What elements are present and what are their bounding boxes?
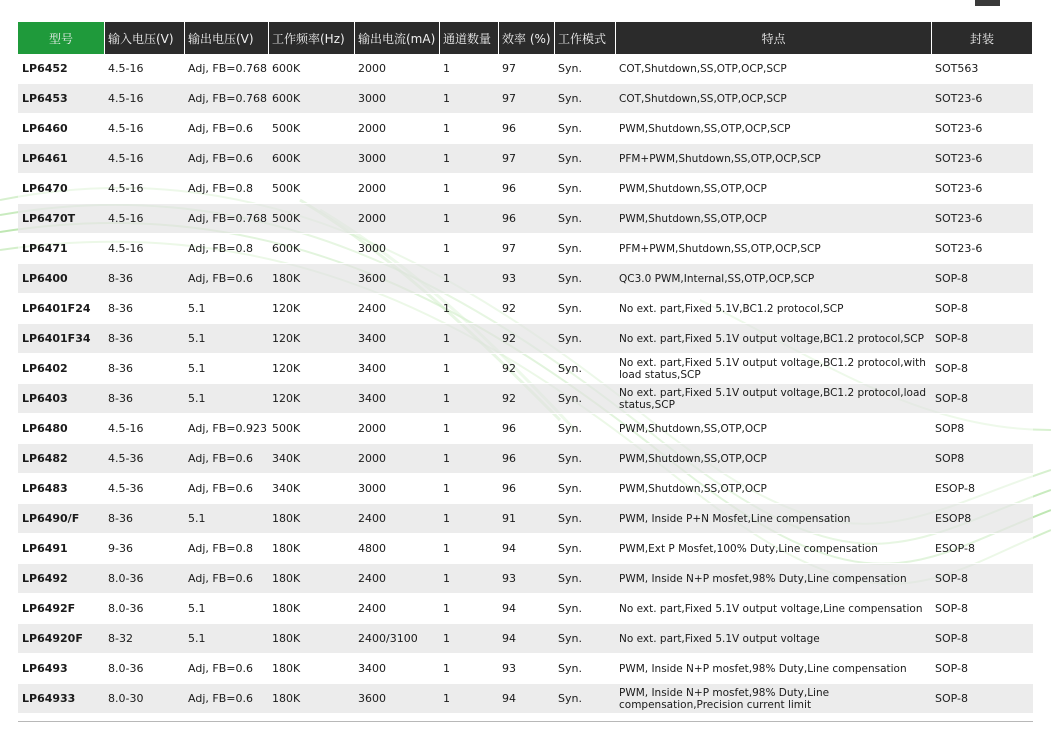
table-row <box>18 504 1033 534</box>
cell-channels: 1 <box>440 534 499 564</box>
cell-output-voltage: 5.1 <box>185 384 269 414</box>
cell-channels: 1 <box>440 174 499 204</box>
cell-channels: 1 <box>440 114 499 144</box>
cell-package: SOP-8 <box>932 564 1033 594</box>
cell-mode: Syn. <box>555 324 616 354</box>
cell-model: LP6482 <box>18 444 105 474</box>
header-efficiency: 效率 (%) <box>499 22 555 54</box>
table-row <box>18 204 1033 234</box>
cell-output-voltage: Adj, FB=0.6 <box>185 474 269 504</box>
cell-input-voltage: 4.5-16 <box>105 204 185 234</box>
cell-output-voltage: 5.1 <box>185 504 269 534</box>
cell-mode: Syn. <box>555 444 616 474</box>
cell-input-voltage: 9-36 <box>105 534 185 564</box>
cell-model: LP6401F34 <box>18 324 105 354</box>
cell-mode: Syn. <box>555 594 616 624</box>
cell-package: SOP-8 <box>932 384 1033 414</box>
cell-efficiency: 94 <box>499 534 555 564</box>
cell-package: SOP-8 <box>932 354 1033 384</box>
cell-mode: Syn. <box>555 354 616 384</box>
cell-frequency: 120K <box>269 384 355 414</box>
cell-frequency: 500K <box>269 174 355 204</box>
cell-model: LP64933 <box>18 684 105 714</box>
bottom-divider <box>18 721 1033 722</box>
cell-channels: 1 <box>440 564 499 594</box>
cell-model: LP6452 <box>18 54 105 84</box>
cell-frequency: 500K <box>269 204 355 234</box>
cell-output-current: 2400 <box>355 294 440 324</box>
cell-input-voltage: 4.5-36 <box>105 444 185 474</box>
cell-input-voltage: 4.5-16 <box>105 84 185 114</box>
cell-output-voltage: Adj, FB=0.6 <box>185 684 269 714</box>
cell-channels: 1 <box>440 654 499 684</box>
cell-frequency: 600K <box>269 84 355 114</box>
cell-mode: Syn. <box>555 114 616 144</box>
header-frequency: 工作频率(Hz) <box>269 22 355 54</box>
cell-mode: Syn. <box>555 684 616 714</box>
cell-frequency: 180K <box>269 594 355 624</box>
cell-input-voltage: 8-36 <box>105 264 185 294</box>
cell-channels: 1 <box>440 84 499 114</box>
cell-efficiency: 94 <box>499 594 555 624</box>
cell-features: QC3.0 PWM,Internal,SS,OTP,OCP,SCP <box>616 264 932 294</box>
cell-channels: 1 <box>440 594 499 624</box>
cell-model: LP6402 <box>18 354 105 384</box>
header-package: 封装 <box>932 22 1033 54</box>
cell-input-voltage: 8.0-30 <box>105 684 185 714</box>
cell-features: PWM,Shutdown,SS,OTP,OCP <box>616 174 932 204</box>
table-row <box>18 414 1033 444</box>
cell-channels: 1 <box>440 504 499 534</box>
cell-features: PWM,Shutdown,SS,OTP,OCP <box>616 204 932 234</box>
cell-efficiency: 96 <box>499 414 555 444</box>
cell-output-current: 3000 <box>355 474 440 504</box>
cell-output-voltage: 5.1 <box>185 594 269 624</box>
table-row <box>18 354 1033 384</box>
cell-features: PWM,Shutdown,SS,OTP,OCP <box>616 474 932 504</box>
cell-efficiency: 96 <box>499 474 555 504</box>
cell-mode: Syn. <box>555 264 616 294</box>
table-row <box>18 474 1033 504</box>
cell-mode: Syn. <box>555 204 616 234</box>
cell-efficiency: 92 <box>499 324 555 354</box>
cell-input-voltage: 8-36 <box>105 354 185 384</box>
cell-input-voltage: 8-36 <box>105 294 185 324</box>
cell-frequency: 180K <box>269 654 355 684</box>
cell-model: LP6401F24 <box>18 294 105 324</box>
cell-efficiency: 92 <box>499 354 555 384</box>
table-body <box>18 54 1033 714</box>
cell-model: LP6470T <box>18 204 105 234</box>
cell-channels: 1 <box>440 354 499 384</box>
table-row <box>18 444 1033 474</box>
cell-package: SOP-8 <box>932 594 1033 624</box>
cell-efficiency: 96 <box>499 174 555 204</box>
cell-model: LP6400 <box>18 264 105 294</box>
cell-mode: Syn. <box>555 294 616 324</box>
cell-model: LP6492F <box>18 594 105 624</box>
cell-model: LP6483 <box>18 474 105 504</box>
table-row <box>18 144 1033 174</box>
cell-output-current: 2000 <box>355 414 440 444</box>
table-row <box>18 594 1033 624</box>
cell-package: SOP-8 <box>932 654 1033 684</box>
table-row <box>18 234 1033 264</box>
cell-output-current: 3400 <box>355 354 440 384</box>
cell-channels: 1 <box>440 624 499 654</box>
cell-mode: Syn. <box>555 564 616 594</box>
cell-model: LP6492 <box>18 564 105 594</box>
cell-package: ESOP-8 <box>932 474 1033 504</box>
cell-efficiency: 96 <box>499 114 555 144</box>
header-input-voltage: 输入电压(V) <box>105 22 185 54</box>
cell-output-voltage: Adj, FB=0.8 <box>185 234 269 264</box>
cell-output-voltage: Adj, FB=0.6 <box>185 654 269 684</box>
header-channels: 通道数量 <box>440 22 499 54</box>
cell-output-current: 3600 <box>355 264 440 294</box>
cell-output-current: 4800 <box>355 534 440 564</box>
cell-output-current: 3000 <box>355 144 440 174</box>
header-mode: 工作模式 <box>555 22 616 54</box>
table-row <box>18 174 1033 204</box>
cell-package: ESOP-8 <box>932 534 1033 564</box>
cell-output-current: 3400 <box>355 324 440 354</box>
cell-output-voltage: Adj, FB=0.768 <box>185 204 269 234</box>
cell-output-voltage: Adj, FB=0.768 <box>185 54 269 84</box>
cell-efficiency: 96 <box>499 204 555 234</box>
cell-mode: Syn. <box>555 144 616 174</box>
cell-mode: Syn. <box>555 234 616 264</box>
cell-package: SOT23-6 <box>932 204 1033 234</box>
cell-package: SOP-8 <box>932 624 1033 654</box>
cell-output-voltage: Adj, FB=0.6 <box>185 564 269 594</box>
cell-package: SOT23-6 <box>932 84 1033 114</box>
cell-package: SOT23-6 <box>932 144 1033 174</box>
cell-output-voltage: Adj, FB=0.6 <box>185 444 269 474</box>
cell-features: COT,Shutdown,SS,OTP,OCP,SCP <box>616 84 932 114</box>
cell-model: LP6491 <box>18 534 105 564</box>
cell-output-voltage: 5.1 <box>185 324 269 354</box>
cell-input-voltage: 4.5-36 <box>105 474 185 504</box>
cell-output-current: 2000 <box>355 54 440 84</box>
cell-features: PFM+PWM,Shutdown,SS,OTP,OCP,SCP <box>616 234 932 264</box>
cell-model: LP6480 <box>18 414 105 444</box>
table-row <box>18 684 1033 714</box>
cell-efficiency: 93 <box>499 564 555 594</box>
cell-efficiency: 94 <box>499 684 555 714</box>
cell-frequency: 180K <box>269 624 355 654</box>
cell-mode: Syn. <box>555 624 616 654</box>
cell-output-current: 2400/3100 <box>355 624 440 654</box>
cell-frequency: 180K <box>269 504 355 534</box>
cell-package: SOP8 <box>932 444 1033 474</box>
cell-channels: 1 <box>440 384 499 414</box>
cell-model: LP6460 <box>18 114 105 144</box>
cell-channels: 1 <box>440 684 499 714</box>
cell-mode: Syn. <box>555 54 616 84</box>
cell-features: PWM, Inside N+P mosfet,98% Duty,Line compensation <box>616 564 932 594</box>
cell-efficiency: 97 <box>499 84 555 114</box>
cell-model: LP6493 <box>18 654 105 684</box>
cell-features: PWM,Shutdown,SS,OTP,OCP <box>616 444 932 474</box>
cell-output-voltage: 5.1 <box>185 624 269 654</box>
cell-output-voltage: 5.1 <box>185 354 269 384</box>
cell-model: LP64920F <box>18 624 105 654</box>
cell-mode: Syn. <box>555 504 616 534</box>
cell-input-voltage: 4.5-16 <box>105 54 185 84</box>
cell-features: COT,Shutdown,SS,OTP,OCP,SCP <box>616 54 932 84</box>
cell-output-voltage: Adj, FB=0.8 <box>185 174 269 204</box>
cell-features: PWM, Inside N+P mosfet,98% Duty,Line compensation,Precision current limit <box>616 684 932 714</box>
header-model: 型号 <box>18 22 105 54</box>
cell-efficiency: 92 <box>499 384 555 414</box>
cell-channels: 1 <box>440 144 499 174</box>
cell-efficiency: 94 <box>499 624 555 654</box>
cell-mode: Syn. <box>555 474 616 504</box>
cell-model: LP6471 <box>18 234 105 264</box>
cell-output-current: 3000 <box>355 84 440 114</box>
cell-input-voltage: 8.0-36 <box>105 654 185 684</box>
cell-efficiency: 92 <box>499 294 555 324</box>
header-output-voltage: 输出电压(V) <box>185 22 269 54</box>
cell-efficiency: 97 <box>499 234 555 264</box>
cell-frequency: 180K <box>269 564 355 594</box>
table-row <box>18 624 1033 654</box>
table-row <box>18 654 1033 684</box>
cell-channels: 1 <box>440 324 499 354</box>
cell-output-voltage: Adj, FB=0.6 <box>185 264 269 294</box>
cell-output-current: 2400 <box>355 594 440 624</box>
cell-input-voltage: 8.0-36 <box>105 594 185 624</box>
cell-input-voltage: 4.5-16 <box>105 114 185 144</box>
cell-features: No ext. part,Fixed 5.1V output voltage,BC1.2 protocol,with load status,SCP <box>616 354 932 384</box>
cell-package: SOP-8 <box>932 264 1033 294</box>
cell-efficiency: 91 <box>499 504 555 534</box>
cell-features: No ext. part,Fixed 5.1V output voltage,BC1.2 protocol,load status,SCP <box>616 384 932 414</box>
table-row <box>18 324 1033 354</box>
cell-efficiency: 93 <box>499 654 555 684</box>
cell-features: PWM, Inside P+N Mosfet,Line compensation <box>616 504 932 534</box>
cell-model: LP6490/F <box>18 504 105 534</box>
cell-output-current: 3400 <box>355 384 440 414</box>
corner-tab-icon <box>975 0 1000 6</box>
cell-output-voltage: Adj, FB=0.6 <box>185 144 269 174</box>
cell-frequency: 600K <box>269 234 355 264</box>
table-row <box>18 264 1033 294</box>
cell-output-voltage: Adj, FB=0.923 <box>185 414 269 444</box>
table-header-row <box>18 22 1033 54</box>
table-row <box>18 534 1033 564</box>
cell-efficiency: 97 <box>499 144 555 174</box>
cell-mode: Syn. <box>555 384 616 414</box>
cell-model: LP6403 <box>18 384 105 414</box>
table-row <box>18 84 1033 114</box>
cell-output-current: 2000 <box>355 204 440 234</box>
table-row <box>18 54 1033 84</box>
cell-features: PFM+PWM,Shutdown,SS,OTP,OCP,SCP <box>616 144 932 174</box>
cell-efficiency: 96 <box>499 444 555 474</box>
cell-output-voltage: Adj, FB=0.768 <box>185 84 269 114</box>
cell-package: SOT23-6 <box>932 114 1033 144</box>
table-row <box>18 114 1033 144</box>
cell-channels: 1 <box>440 264 499 294</box>
cell-model: LP6461 <box>18 144 105 174</box>
cell-package: SOP8 <box>932 414 1033 444</box>
table-row <box>18 384 1033 414</box>
cell-frequency: 600K <box>269 144 355 174</box>
cell-output-current: 3400 <box>355 654 440 684</box>
cell-features: PWM,Shutdown,SS,OTP,OCP <box>616 414 932 444</box>
cell-frequency: 500K <box>269 114 355 144</box>
cell-mode: Syn. <box>555 84 616 114</box>
cell-frequency: 180K <box>269 534 355 564</box>
cell-input-voltage: 8.0-36 <box>105 564 185 594</box>
cell-features: No ext. part,Fixed 5.1V output voltage,BC1.2 protocol,SCP <box>616 324 932 354</box>
cell-frequency: 500K <box>269 414 355 444</box>
cell-model: LP6453 <box>18 84 105 114</box>
cell-channels: 1 <box>440 204 499 234</box>
cell-features: No ext. part,Fixed 5.1V,BC1.2 protocol,SCP <box>616 294 932 324</box>
table-row <box>18 564 1033 594</box>
cell-mode: Syn. <box>555 534 616 564</box>
cell-output-voltage: 5.1 <box>185 294 269 324</box>
cell-frequency: 120K <box>269 324 355 354</box>
table-row <box>18 294 1033 324</box>
product-spec-table <box>18 22 1033 714</box>
cell-model: LP6470 <box>18 174 105 204</box>
cell-features: No ext. part,Fixed 5.1V output voltage,Line compensation <box>616 594 932 624</box>
cell-mode: Syn. <box>555 414 616 444</box>
cell-output-voltage: Adj, FB=0.6 <box>185 114 269 144</box>
cell-input-voltage: 4.5-16 <box>105 144 185 174</box>
cell-frequency: 340K <box>269 474 355 504</box>
cell-input-voltage: 8-32 <box>105 624 185 654</box>
cell-input-voltage: 4.5-16 <box>105 234 185 264</box>
cell-features: PWM,Ext P Mosfet,100% Duty,Line compensation <box>616 534 932 564</box>
cell-channels: 1 <box>440 474 499 504</box>
cell-features: PWM,Shutdown,SS,OTP,OCP,SCP <box>616 114 932 144</box>
cell-output-current: 2000 <box>355 444 440 474</box>
cell-features: No ext. part,Fixed 5.1V output voltage <box>616 624 932 654</box>
cell-output-current: 2400 <box>355 504 440 534</box>
cell-frequency: 180K <box>269 684 355 714</box>
cell-input-voltage: 8-36 <box>105 324 185 354</box>
cell-output-current: 2000 <box>355 174 440 204</box>
cell-input-voltage: 4.5-16 <box>105 414 185 444</box>
cell-frequency: 180K <box>269 264 355 294</box>
cell-mode: Syn. <box>555 174 616 204</box>
cell-package: SOP-8 <box>932 294 1033 324</box>
cell-frequency: 120K <box>269 354 355 384</box>
cell-frequency: 340K <box>269 444 355 474</box>
cell-package: SOP-8 <box>932 324 1033 354</box>
cell-package: ESOP8 <box>932 504 1033 534</box>
header-features: 特点 <box>616 22 932 54</box>
cell-mode: Syn. <box>555 654 616 684</box>
cell-channels: 1 <box>440 414 499 444</box>
cell-frequency: 600K <box>269 54 355 84</box>
cell-output-current: 2400 <box>355 564 440 594</box>
cell-package: SOT23-6 <box>932 174 1033 204</box>
cell-features: PWM, Inside N+P mosfet,98% Duty,Line compensation <box>616 654 932 684</box>
cell-input-voltage: 8-36 <box>105 384 185 414</box>
cell-frequency: 120K <box>269 294 355 324</box>
cell-channels: 1 <box>440 294 499 324</box>
cell-input-voltage: 4.5-16 <box>105 174 185 204</box>
cell-output-voltage: Adj, FB=0.8 <box>185 534 269 564</box>
cell-output-current: 3000 <box>355 234 440 264</box>
cell-efficiency: 97 <box>499 54 555 84</box>
cell-package: SOT23-6 <box>932 234 1033 264</box>
cell-output-current: 3600 <box>355 684 440 714</box>
cell-package: SOP-8 <box>932 684 1033 714</box>
cell-channels: 1 <box>440 54 499 84</box>
cell-output-current: 2000 <box>355 114 440 144</box>
cell-package: SOT563 <box>932 54 1033 84</box>
cell-efficiency: 93 <box>499 264 555 294</box>
cell-input-voltage: 8-36 <box>105 504 185 534</box>
cell-channels: 1 <box>440 444 499 474</box>
header-output-current: 输出电流(mA) <box>355 22 440 54</box>
cell-channels: 1 <box>440 234 499 264</box>
